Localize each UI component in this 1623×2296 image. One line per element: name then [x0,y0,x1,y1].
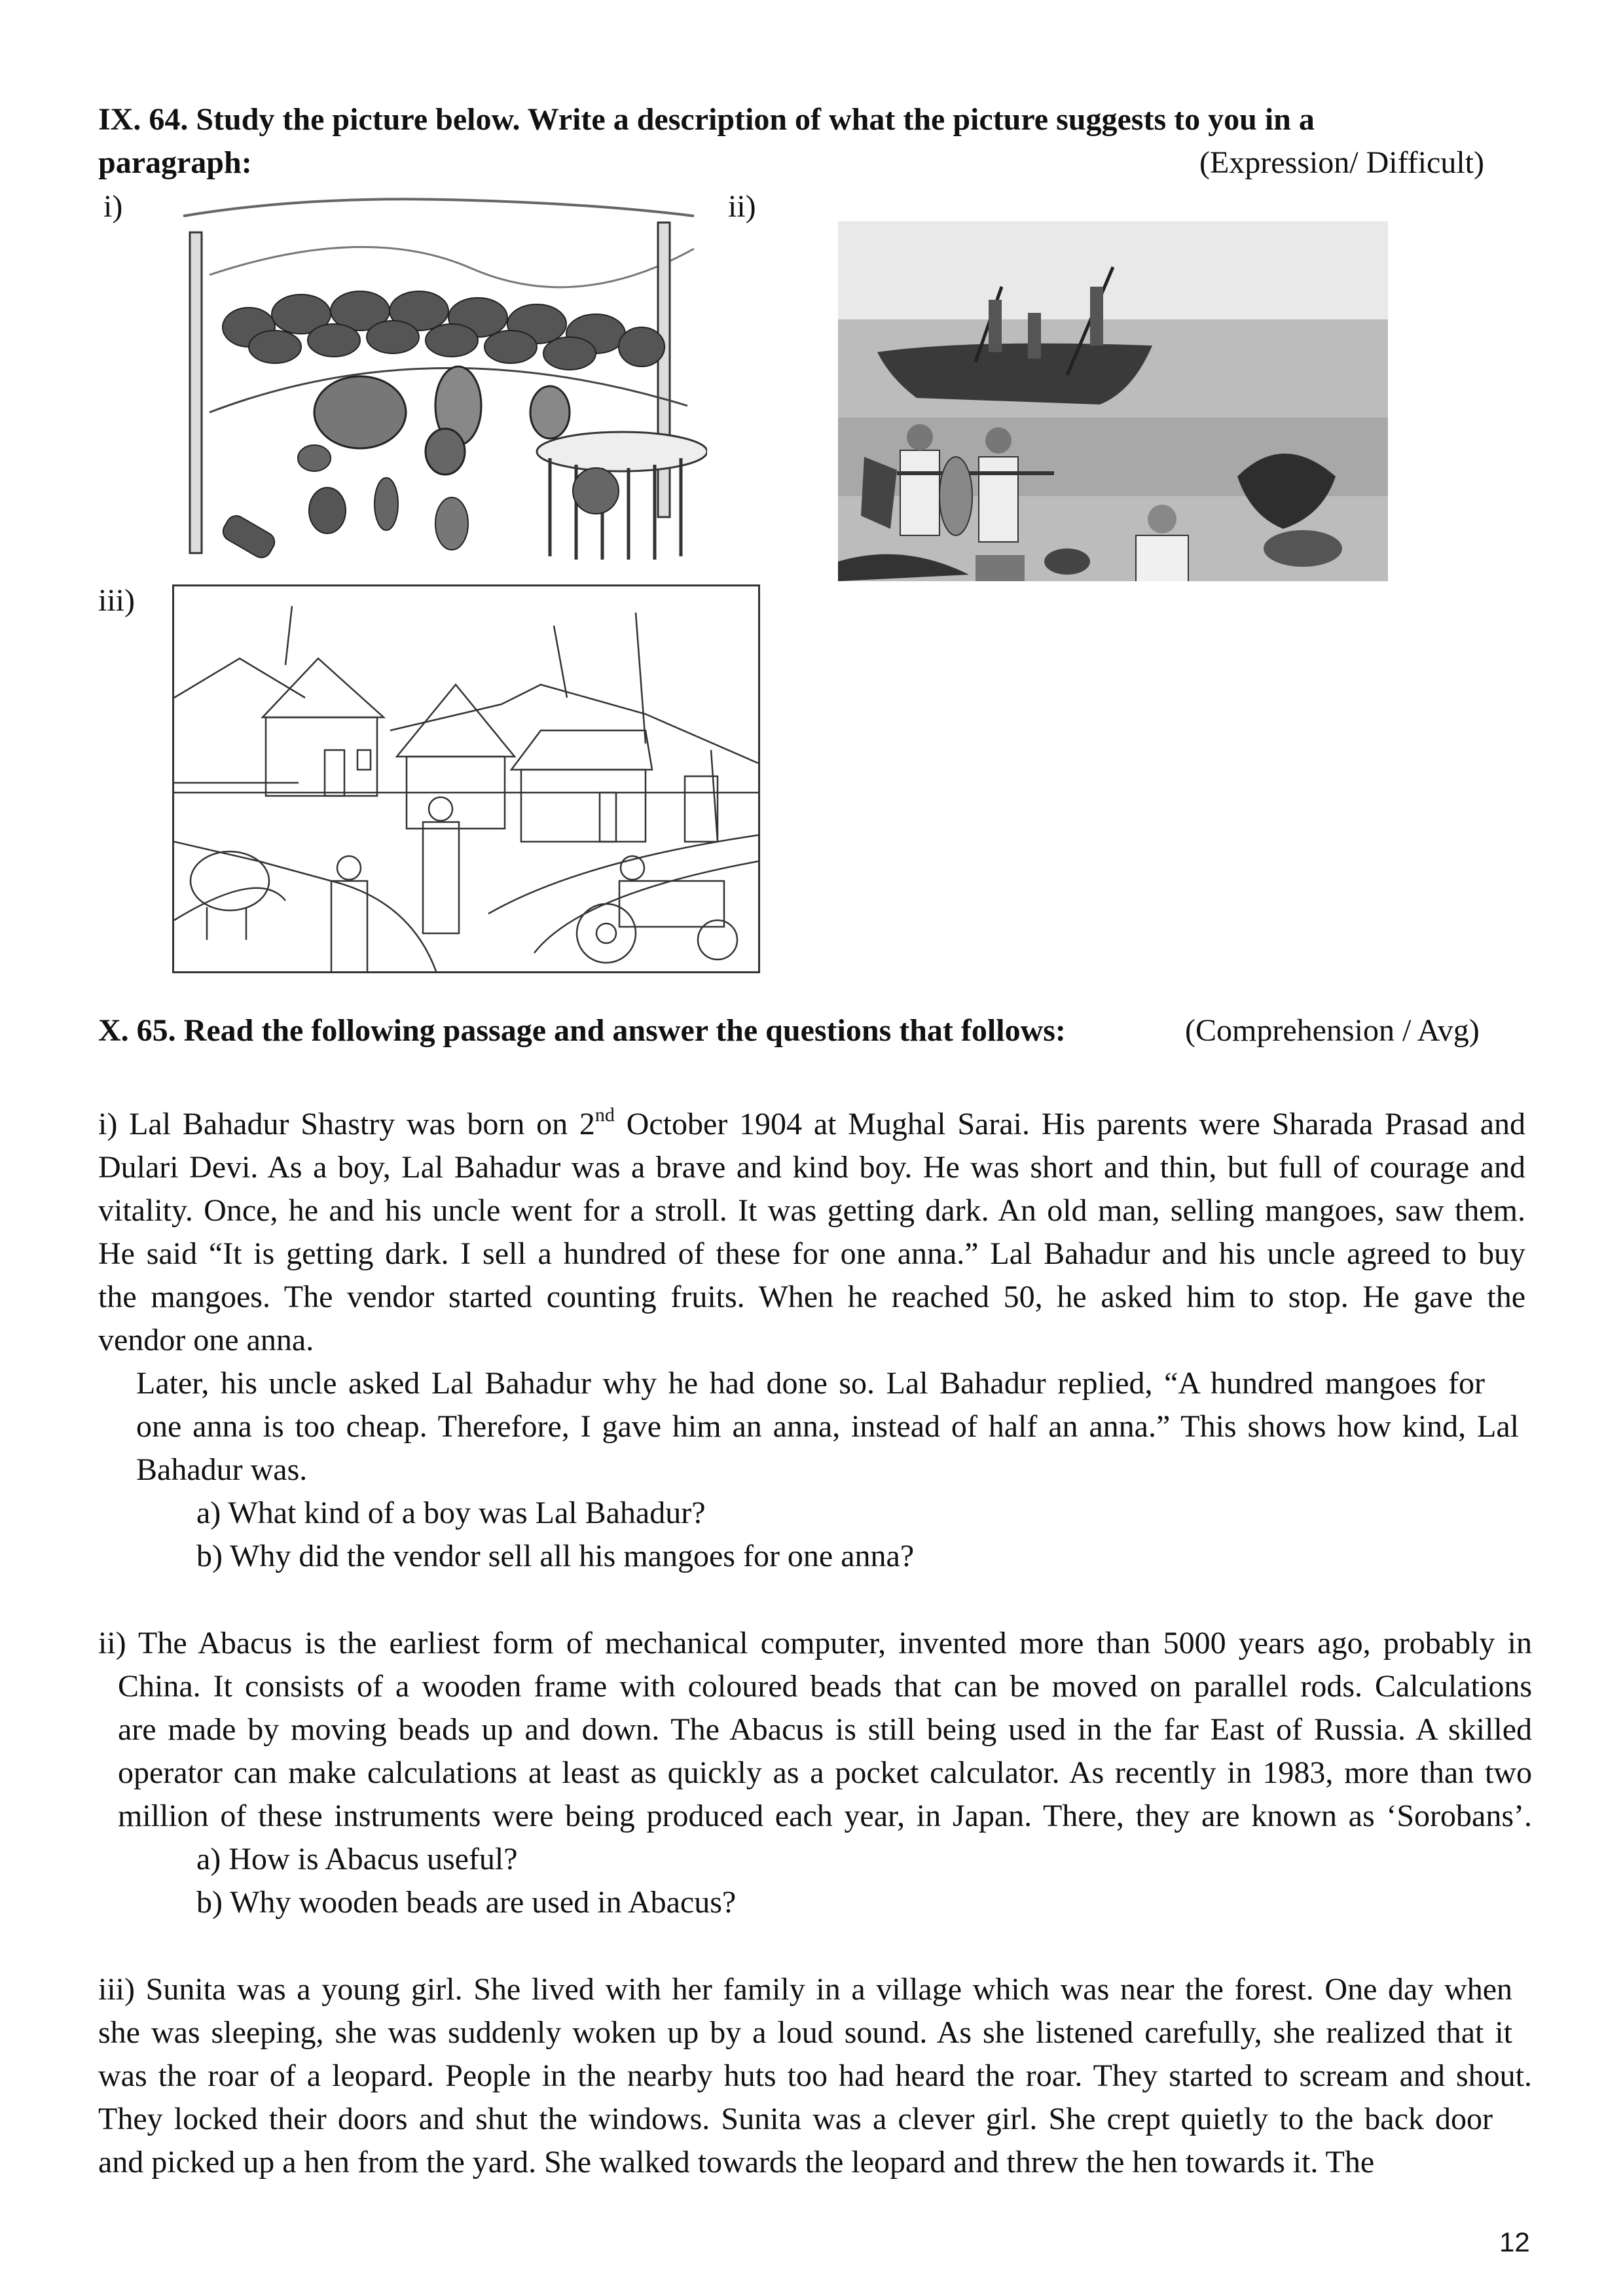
passage-1-line-4: He said “It is getting dark. I sell a hundred of these for one anna.” Lal Bahadur and his uncle agreed to buy [98,1236,1525,1271]
village-illustration [174,586,758,971]
page-number: 12 [1499,2227,1530,2257]
picture-label-i: i) [103,189,123,224]
passage-2-line-5: million of these instruments were being produced each year, in Japan. There, they are known as ‘Sorobans’. [118,1799,1532,1833]
picture-label-iii: iii) [98,583,135,618]
passage-2-line-3: are made by moving beads up and down. The Abacus is still being used in the far East of Russia. A skilled [118,1712,1532,1747]
passage-1-line-6: vendor one anna. [98,1323,314,1357]
passage-1-line-8: one anna is too cheap. Therefore, I gave him an anna, instead of half an anna.” This shows how kind, Lal [136,1409,1519,1444]
passage-1-line-3: vitality. Once, he and his uncle went for a stroll. It was getting dark. An old man, selling mangoes, saw them. [98,1193,1525,1228]
passage-3-line-5: and picked up a hen from the yard. She walked towards the leopard and threw the hen towards it. The [98,2145,1375,2179]
question-65-heading: X. 65. Read the following passage and answer the questions that follows: [98,1013,1066,1048]
passage-1-line-9: Bahadur was. [136,1452,308,1487]
passage-3-line-3: was the roar of a leopard. People in the nearby huts too had heard the roar. They started to scream and shout. [98,2058,1532,2093]
passage-1-line-7: Later, his uncle asked Lal Bahadur why he had done so. Lal Bahadur replied, “A hundred mangoes for [136,1366,1485,1401]
picture-label-ii: ii) [728,189,756,224]
circus-illustration [170,196,707,563]
passage-3-line-4: They locked their doors and shut the windows. Sunita was a clever girl. She crept quietly to the back door [98,2102,1493,2136]
passage-2-line-1: ii) The Abacus is the earliest form of mechanical computer, invented more than 5000 years ago, probably in [98,1626,1532,1660]
fishermen-picture [838,221,1388,581]
passage-3-line-1: iii) Sunita was a young girl. She lived with her family in a village which was near the forest. One day when [98,1972,1512,2007]
fishermen-illustration [838,221,1388,581]
question-64-heading-line2: paragraph: [98,145,252,180]
passage-2-question-a: a) How is Abacus useful? [196,1842,518,1876]
village-picture [172,584,760,973]
passage-1-question-a: a) What kind of a boy was Lal Bahadur? [196,1496,706,1530]
question-64-difficulty-tag: (Expression/ Difficult) [1199,145,1484,180]
passage-3-line-2: she was sleeping, she was suddenly woken up by a loud sound. As she listened carefully, she realized that it [98,2015,1512,2050]
ordinal-superscript: nd [594,1104,615,1126]
question-65-difficulty-tag: (Comprehension / Avg) [1185,1013,1480,1048]
passage-1-question-b: b) Why did the vendor sell all his mangoes for one anna? [196,1539,915,1573]
passage-2-line-4: operator can make calculations at least as quickly as a pocket calculator. As recently in 1983, more than two [118,1755,1532,1790]
passage-1-line-1: i) Lal Bahadur Shastry was born on 2nd October 1904 at Mughal Sarai. His parents were Sharada Prasad and [98,1104,1525,1141]
passage-2-question-b: b) Why wooden beads are used in Abacus? [196,1885,737,1920]
question-64-heading-line1: IX. 64. Study the picture below. Write a description of what the picture suggests to you in a [98,102,1315,137]
passage-2-line-2: China. It consists of a wooden frame with coloured beads that can be moved on parallel rods. Calculations [118,1669,1532,1704]
passage-1-line-2: Dulari Devi. As a boy, Lal Bahadur was a brave and kind boy. He was short and thin, but full of courage and [98,1150,1525,1185]
passage-1-line-5: the mangoes. The vendor started counting fruits. When he reached 50, he asked him to stop. He gave the [98,1280,1525,1314]
circus-picture [170,196,707,563]
